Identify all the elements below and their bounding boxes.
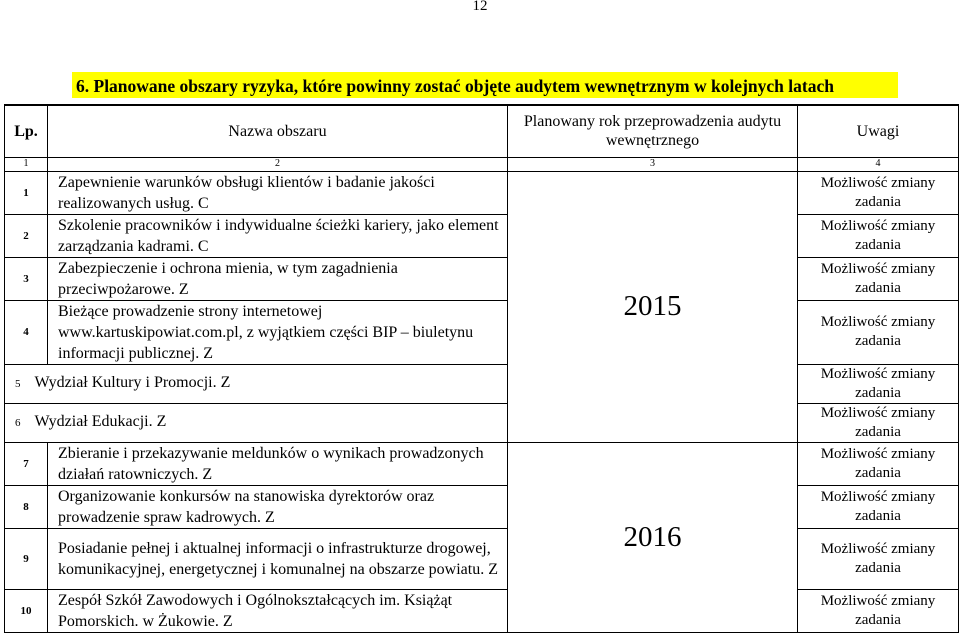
column-number: 3 xyxy=(508,157,798,171)
row-notes: Możliwość zmiany zadania xyxy=(798,171,959,214)
column-number: 1 xyxy=(5,157,48,171)
table-row xyxy=(5,403,959,442)
row-lp: 2 xyxy=(5,214,48,257)
row-name: Szkolenie pracowników i indywidualne ścieżki kariery, jako element zarządzania kadrami. C xyxy=(48,214,508,257)
table-header-row xyxy=(5,105,959,157)
header-lp: Lp. xyxy=(5,105,48,157)
column-number: 4 xyxy=(798,157,959,171)
row-lp: 9 xyxy=(5,528,48,589)
table-row xyxy=(5,485,959,528)
row-notes: Możliwość zmiany zadania xyxy=(798,485,959,528)
row-name: Zapewnienie warunków obsługi klientów i badanie jakości realizowanych usług. C xyxy=(48,171,508,214)
row-notes: Możliwość zmiany zadania xyxy=(798,403,959,442)
row-name-with-lp xyxy=(5,364,508,403)
table-row xyxy=(5,528,959,589)
row-notes: Możliwość zmiany zadania xyxy=(798,257,959,300)
row-name: Zbieranie i przekazywanie meldunków o wynikach prowadzonych działań ratowniczych. Z xyxy=(48,442,508,485)
row-name: Bieżące prowadzenie strony internetowej www.kartuskipowiat.com.pl, z wyjątkiem części BIP – biuletynu informacji publicznej. Z xyxy=(48,300,508,364)
row-lp: 10 xyxy=(5,589,48,632)
page-number: 12 xyxy=(472,0,488,14)
row-lp: 5 xyxy=(15,378,21,390)
header-notes: Uwagi xyxy=(798,105,959,157)
column-number: 2 xyxy=(48,157,508,171)
table-row xyxy=(5,257,959,300)
row-lp: 6 xyxy=(15,417,21,429)
row-notes: Możliwość zmiany zadania xyxy=(798,589,959,632)
header-name: Nazwa obszaru xyxy=(48,105,508,157)
section-heading: 6. Planowane obszary ryzyka, które powinny zostać objęte audytem wewnętrznym w kolejnych latach xyxy=(76,76,834,96)
row-lp: 1 xyxy=(5,171,48,214)
row-name: Posiadanie pełnej i aktualnej informacji o infrastrukturze drogowej, komunikacyjnej, energetycznej i komunalnej na obszarze powiatu. Z xyxy=(48,528,508,589)
row-notes: Możliwość zmiany zadania xyxy=(798,300,959,364)
table-row xyxy=(5,171,959,214)
table-row xyxy=(5,364,959,403)
year-cell: 2015 xyxy=(508,171,798,442)
row-notes: Możliwość zmiany zadania xyxy=(798,528,959,589)
table-row xyxy=(5,214,959,257)
row-notes: Możliwość zmiany zadania xyxy=(798,442,959,485)
header-year: Planowany rok przeprowadzenia audytu wewnętrznego xyxy=(508,105,798,157)
row-name: Organizowanie konkursów na stanowiska dyrektorów oraz prowadzenie spraw kadrowych. Z xyxy=(48,485,508,528)
row-lp: 7 xyxy=(5,442,48,485)
row-lp: 4 xyxy=(5,300,48,364)
row-name: Zespół Szkół Zawodowych i Ogólnokształcących im. Książąt Pomorskich. w Żukowie. Z xyxy=(48,589,508,632)
table-row xyxy=(5,589,959,632)
table-row xyxy=(5,442,959,485)
row-name: Zabezpieczenie i ochrona mienia, w tym zagadnienia przeciwpożarowe. Z xyxy=(48,257,508,300)
table-row xyxy=(5,300,959,364)
row-name-with-lp xyxy=(5,403,508,442)
row-notes: Możliwość zmiany zadania xyxy=(798,214,959,257)
row-name: Wydział Edukacji. Z xyxy=(34,413,167,430)
year-cell: 2016 xyxy=(508,442,798,632)
row-notes: Możliwość zmiany zadania xyxy=(798,364,959,403)
row-lp: 8 xyxy=(5,485,48,528)
row-name: Wydział Kultury i Promocji. Z xyxy=(34,374,231,391)
audit-risk-table xyxy=(4,104,959,633)
row-lp: 3 xyxy=(5,257,48,300)
column-number-row xyxy=(5,157,959,171)
